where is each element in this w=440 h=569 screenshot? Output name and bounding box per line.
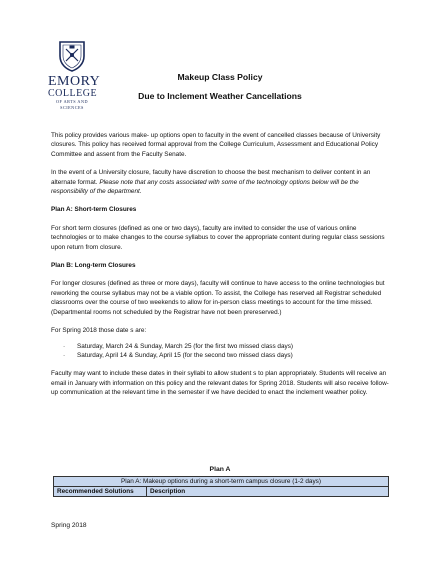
plan-b-heading: Plan B: Long-term Closures (51, 262, 136, 270)
table-header-solutions: Recommended Solutions (54, 487, 147, 497)
logo-emory: EMORY (48, 74, 101, 89)
cost-note: Please note that any costs associated with some of the technology options below will be the responsibility of the department. (51, 178, 359, 196)
bullet-icon: · (63, 351, 66, 359)
plan-b-paragraph: For longer closures (defined as three or more days), faculty will continue to have access to the online technologies but reworking the course syllabus may not be a viable option. To assist, the College has reserved all Registrar scheduled classrooms over the course of two weekends to allow for in-person class meetings to account for the time missed. (Departmental rooms not scheduled by the Registrar have not been prereserved.) (51, 280, 385, 316)
table-span-cell: Plan A: Makeup options during a short-term campus closure (1-2 days) (54, 477, 389, 487)
plan-a-table (53, 476, 389, 497)
closure-paragraph (51, 168, 391, 196)
plan-a-heading: Plan A: Short-term Closures (51, 206, 137, 214)
logo-of-arts: OF ARTS AND (55, 99, 88, 104)
logo-college: COLLEGE (48, 88, 98, 99)
footer-text: Spring 2018 (51, 522, 87, 529)
spring-dates-intro: For Spring 2018 those date s are: (51, 327, 147, 335)
table-header-description: Description (147, 487, 389, 497)
table-row (54, 477, 389, 487)
list-item-text: Saturday, March 24 & Sunday, March 25 (for the first two missed class days) (77, 342, 294, 350)
document-title: Makeup Class Policy (177, 72, 263, 82)
dates-list (51, 342, 391, 361)
table-row (54, 487, 389, 497)
document-subtitle: Due to Inclement Weather Cancellations (138, 91, 302, 101)
table-title: Plan A (209, 466, 231, 473)
plan-a-paragraph: For short term closures (defined as one or two days), faculty are invited to consider the use of various online technologies or to make changes to the course syllabus to cover the appropriate content during regular class sessions upon return from closure. (51, 224, 385, 251)
closure-text: In the event of a University closure, faculty have discretion to choose the best mechanism to deliver content in an alternate format. (51, 169, 371, 186)
final-paragraph: Faculty may want to include these dates in their syllabi to allow student s to plan appropriately. Students will receive an email in January with information on this policy and the relevant dates for Spring 2018. Students will also receive follow-up communication at the relevant time in the semester if we have decided to enact the inclement weather policy. (51, 370, 389, 397)
bullet-icon: · (63, 342, 66, 350)
list-item (51, 351, 391, 360)
intro-paragraph: This policy provides various make- up options open to faculty in the event of cancelled classes because of University closures. This policy has received formal approval from the College Curriculum, Assessment and Educational Policy Committee and assent from the Faculty Senate. (51, 132, 381, 158)
logo-sciences: SCIENCES (60, 105, 84, 110)
shield-crest-icon (57, 40, 87, 72)
document-body (51, 131, 391, 407)
list-item-text: Saturday, April 14 & Sunday, April 15 (for the second two missed class days) (77, 351, 293, 359)
list-item (51, 342, 391, 351)
